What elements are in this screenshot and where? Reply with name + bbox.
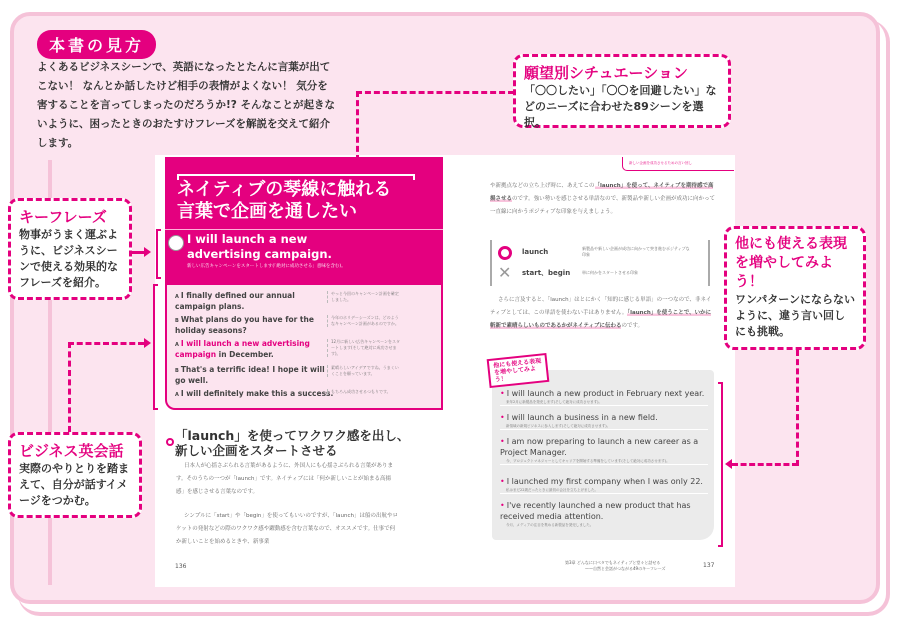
arrow-right-icon: [144, 247, 151, 257]
scene-title: ネイティブの琴線に触れる 言葉で企画を通したい: [177, 179, 392, 222]
page-number-left: 136: [175, 563, 187, 570]
example-item: • I will launch a business in a new field. 新領域の新規ビジネスに参入します(そして絶対に成功させます)。: [500, 412, 708, 430]
callout-more-expressions: 他にも使える表現を増やしてみよう！ ワンパターンにならないように、違う言い回しにも挑戦。: [724, 226, 866, 350]
scene-header: [165, 157, 443, 285]
connector-more: [732, 463, 798, 466]
comparison-box: launch 新製品や新しい企画が成功に向かって突き進むポジティブな印象 ✕ start、begin 単に何かをスタートさせる印象: [490, 240, 710, 286]
more-expressions-box: [492, 370, 714, 540]
examples-bracket: [718, 382, 723, 547]
connector-conversation-up: [68, 342, 71, 432]
callout-conversation: ビジネス英会話 実際のやりとりを踏まえて、自分が話すイメージをつかむ。: [8, 432, 142, 518]
key-phrase-japanese: 新しい広告キャンペーンをスタートします(「絶対に成功させる」意味を含む)。: [187, 264, 346, 269]
connector-conversation: [68, 342, 144, 345]
conversation-bracket: [153, 284, 158, 410]
key-phrase-bracket: [156, 229, 161, 279]
chapter-footer: 第3章 どんなに口ベタでもネイティブと堂々と話せる ——自然と会話がつながる49のキーフレーズ: [565, 560, 666, 571]
cross-incorrect-icon: ✕: [498, 263, 512, 282]
connector-situation: [356, 91, 514, 94]
more-expressions-tag: 他にも使える表現を増やしてみよう！: [487, 353, 550, 388]
conversation-box: A I finally defined our annual campaign plans. やっと今回のキャンペーン計画を確定しました。 B What plans do you have for the holiday seasons? 今年のホリデーシーズンは、どのようなキャンペーン計画があるのですか。 A I will launch a new advertising campaign in December. 12月に新しい広告キャンペーンをスタートします(そして絶対に成功させます)。 B That's a terrific idea! I hope it will go well. 素晴らしいアイデアですね。うまくいくことを願っています。 A I will definitely make this a success. もちろん成功させるつもりです。: [165, 285, 443, 410]
section-bullet-icon: [166, 438, 174, 446]
connector-situation-down: [356, 91, 359, 161]
running-head: 新しい企画を成功させるための言い回し: [622, 157, 734, 171]
intro-text: よくあるビジネスシーンで、英語になったとたんに言葉が出てこない！ なんとか話したけど相手の表情がよくない！ 気分を害することを言ってしまったのだろうか!? そんなことが起きないように、困ったときのおたすけフレーズを解説を交えて紹介します。: [37, 61, 336, 149]
callout-key-phrase: キーフレーズ 物事がうまく運ぶように、ビジネスシーンで使える効果的なフレーズを紹介。: [8, 198, 132, 300]
left-body-paragraph-2: シンプルに「start」や「begin」を使ってもいいのですが、「launch」は船の出航やロケットの発射などの際のワクワク感や躍動感を含む言葉なので、オススメです。仕事で何か新しいことを始めるときや、新事業: [176, 513, 398, 545]
page-number-right: 137: [703, 562, 715, 569]
right-body-paragraph-1: や新拠点などの立ち上げ時に、あえてこの「launch」を使って、ネイティブを期待感で高揚させるのです。強い勢いを感じさせる単語なので、新製品や新しい企画が成功に向かって一直線に向かうポジティブな印象を与えましょう。: [490, 183, 715, 215]
callout-situation: 願望別シチュエーション 「〇〇したい」「〇〇を回避したい」などのニーズに合わせた89シーンを選択。: [513, 54, 731, 128]
arrow-right-icon: [144, 338, 151, 348]
example-item: • I am now preparing to launch a new career as a Project Manager. 今、プロジェクトマネジャーとしてキャリアを開始する準備をしています(そして絶対に成功させます)。: [500, 436, 708, 465]
example-item: • I launched my first company when I was only 22. 私はまだ22歳だったときに最初の会社を立ち上げました。: [500, 476, 708, 494]
header-rule: [165, 229, 443, 230]
section-title: 「launch」を使ってワクワク感を出し、 新しい企画をスタートさせる: [175, 428, 410, 458]
key-phrase-english: I will launch a new advertising campaign.: [187, 232, 332, 261]
how-to-read-badge: 本書の見方: [37, 30, 156, 59]
left-body-paragraph-1: 日本人が心揺さぶられる言葉があるように、外国人にも心揺さぶられる言葉があります。そのうちの一つが「launch」です。ネイティブには「何か新しいことが始まる高揚感」を感じさせる言葉なのです。: [176, 463, 394, 495]
right-body-paragraph-2: さらに言及すると、「launch」はとにかく「知的に感じる単語」の一つなので、非ネイティブとしては、この単語を使わない手はありません。「launch」を使うことで、いかに斬新で素晴らしいものであるかがネイティブに伝わるのです。: [490, 297, 712, 329]
circle-correct-icon: [498, 246, 512, 260]
connector-more-down: [796, 350, 799, 466]
connector-key-phrase: [132, 251, 144, 254]
avatar-icon: [168, 235, 184, 251]
example-item: • I've recently launched a new product that has received media attention. 今月、メディアの注目を集める新製品を発売しました。: [500, 501, 691, 527]
example-item: • I will launch a new product in February next year. 来年2月に新製品を発売します(そして絶対に成功させます)。: [500, 388, 708, 406]
arrow-left-icon: [725, 459, 732, 469]
